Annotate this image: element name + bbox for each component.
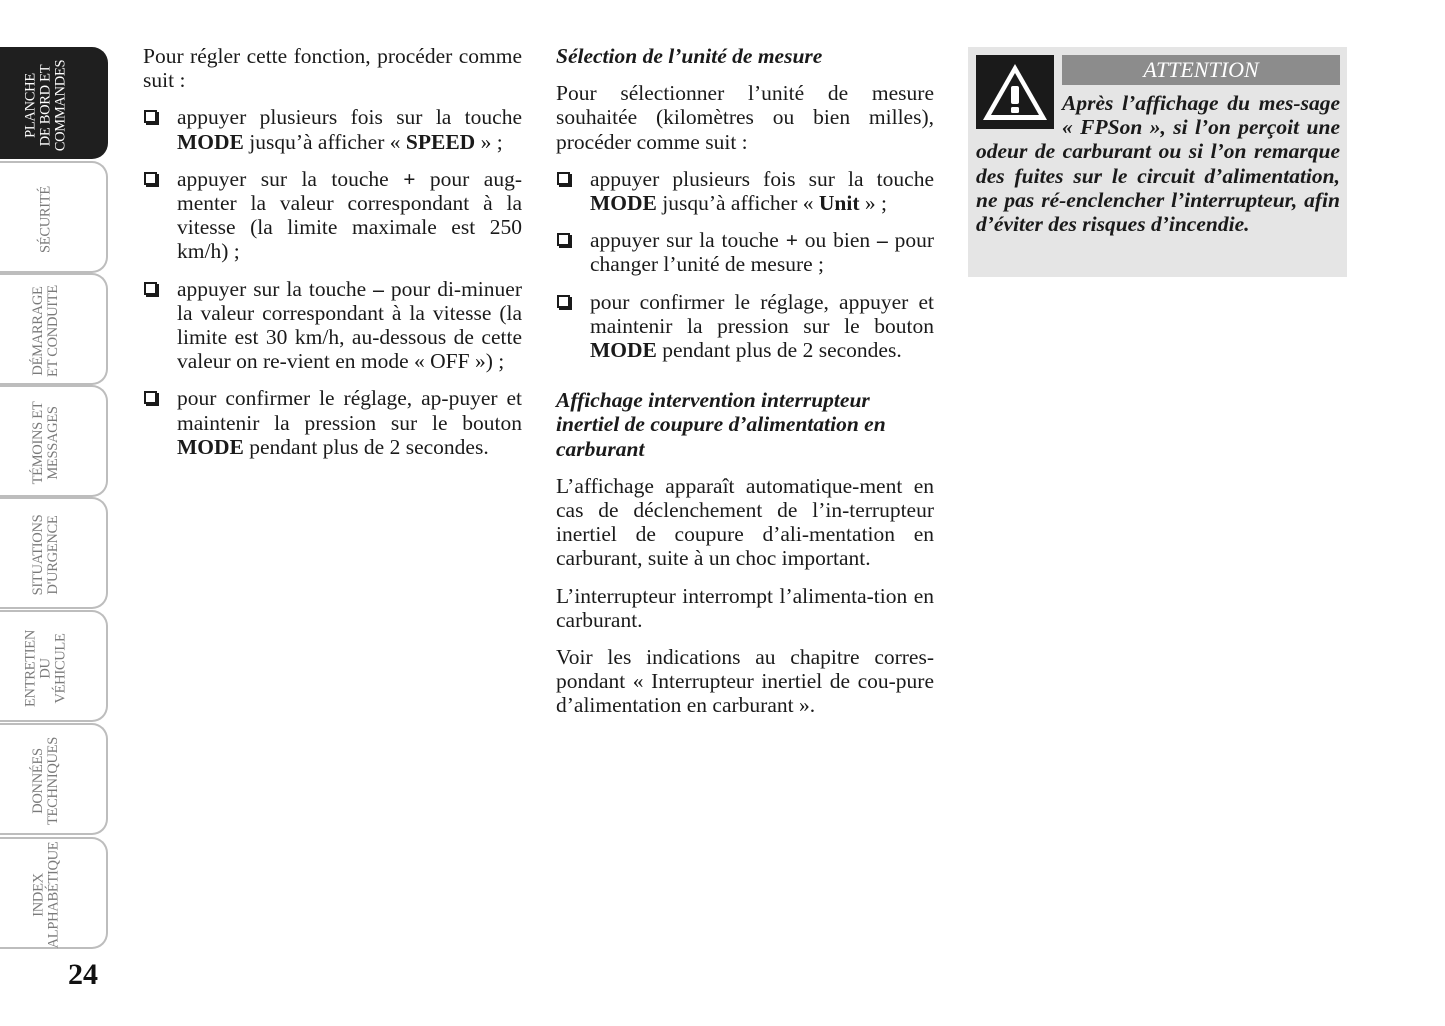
display-name: SPEED — [405, 129, 476, 154]
key-name: MODE — [590, 191, 657, 216]
key-name: – — [876, 228, 888, 253]
text: pendant plus de 2 secondes. — [656, 338, 902, 363]
text: appuyer plusieurs fois sur la touche — [177, 105, 522, 130]
list-item — [143, 277, 522, 374]
list-item — [556, 290, 934, 363]
tab-label: SÉCURITÉ — [37, 185, 54, 253]
key-name: MODE — [590, 338, 657, 363]
key-name: MODE — [177, 129, 244, 154]
attention-message: Après l’affichage du mes-sage « FPSon », si l’on perçoit une odeur de carburant ou si l’on remarque des fuites sur le circuit d’alimentation, ne pas ré-enclencher l’interrupteur, afin d’éviter des risques d’incendie. — [976, 91, 1340, 237]
checkbox-bullet-icon — [144, 110, 157, 123]
section-heading: Affichage intervention interrupteur inertiel de coupure d’alimentation en carburant — [556, 388, 886, 461]
text: jusqu’à afficher « — [243, 129, 406, 154]
checkbox-bullet-icon — [557, 172, 570, 185]
text: pour di-minuer la valeur correspondant à la vitesse (la limite est 30 km/h, au-dessous de cette valeur on re-vient en mode « OFF ») ; — [177, 276, 522, 374]
checkbox-bullet-icon — [144, 172, 157, 185]
section-heading: Sélection de l’unité de mesure — [556, 44, 823, 68]
tab-planche-de-bord[interactable] — [0, 47, 108, 159]
text: pour confirmer le réglage, ap-puyer et maintenir la pression sur le bouton — [177, 386, 522, 435]
checkbox-bullet-icon — [144, 282, 157, 295]
display-name: Unit — [818, 191, 860, 216]
text: pendant plus de 2 secondes. — [243, 434, 489, 459]
list-item — [143, 386, 522, 459]
tab-label: DÉMARRAGE ET CONDUITE — [30, 285, 61, 377]
tab-label: INDEX ALPHABÉTIQUE — [30, 841, 62, 949]
key-name: + — [403, 166, 416, 191]
tab-demarrage[interactable] — [0, 273, 108, 385]
list-item — [556, 167, 934, 215]
list-item — [556, 228, 934, 276]
attention-title: ATTENTION — [1062, 55, 1340, 85]
text: appuyer plusieurs fois sur la touche — [590, 166, 934, 191]
key-name: + — [785, 228, 798, 253]
tab-label: TÉMOINS ET MESSAGES — [30, 401, 61, 485]
column-1 — [143, 44, 522, 472]
tab-index[interactable] — [0, 837, 108, 949]
text: appuyer sur la touche — [590, 228, 786, 253]
key-name: – — [373, 276, 384, 301]
text: » ; — [859, 191, 887, 216]
attention-text — [976, 91, 1340, 236]
intro-paragraph: Pour régler cette fonction, procéder comme suit : — [143, 44, 522, 93]
paragraph: L’affichage apparaît automatique-ment en cas de déclenchement de l’in-terrupteur inertiel de coupure d’ali-mentation en carburant, suite à un choc important. — [556, 473, 934, 571]
key-name: MODE — [177, 434, 244, 459]
checkbox-bullet-icon — [557, 233, 570, 246]
tab-label: ENTRETIEN DU VÉHICULE — [22, 629, 69, 707]
tab-entretien[interactable] — [0, 610, 108, 722]
text: appuyer sur la touche — [177, 166, 404, 191]
paragraph: L’interrupteur interrompt l’alimenta-tion en carburant. — [556, 583, 934, 632]
column-2 — [556, 44, 934, 731]
tab-donnees-techniques[interactable] — [0, 723, 108, 835]
tab-label: PLANCHE DE BORD ET COMMANDES — [22, 59, 69, 151]
text: » ; — [475, 129, 503, 154]
attention-box — [968, 47, 1347, 277]
tab-temoins[interactable] — [0, 385, 108, 497]
text: jusqu’à afficher « — [656, 191, 819, 216]
tab-label: SITUATIONS D'URGENCE — [30, 514, 61, 596]
tab-securite[interactable] — [0, 161, 108, 273]
steps-list — [556, 167, 934, 362]
list-item — [143, 105, 522, 153]
text: pour confirmer le réglage, appuyer et maintenir la pression sur le bouton — [590, 289, 934, 338]
text: pour changer l’unité de mesure ; — [590, 228, 934, 277]
text: appuyer sur la touche — [177, 276, 374, 301]
steps-list — [143, 105, 522, 459]
tab-situations-urgence[interactable] — [0, 497, 108, 609]
page-number: 24 — [68, 958, 98, 991]
checkbox-bullet-icon — [144, 391, 157, 404]
checkbox-bullet-icon — [557, 295, 570, 308]
tab-label: DONNÉES TECHNIQUES — [30, 736, 61, 826]
list-item — [143, 167, 522, 264]
paragraph: Pour sélectionner l’unité de mesure souhaitée (kilomètres ou bien milles), procéder comme suit : — [556, 81, 934, 154]
text: ou bien — [797, 228, 877, 253]
text: pour aug-menter la valeur correspondant à la vitesse (la limite maximale est 250 km/h) ; — [177, 166, 522, 264]
paragraph: Voir les indications au chapitre corres-pondant « Interrupteur inertiel de cou-pure d’alimentation en carburant ». — [556, 645, 934, 718]
